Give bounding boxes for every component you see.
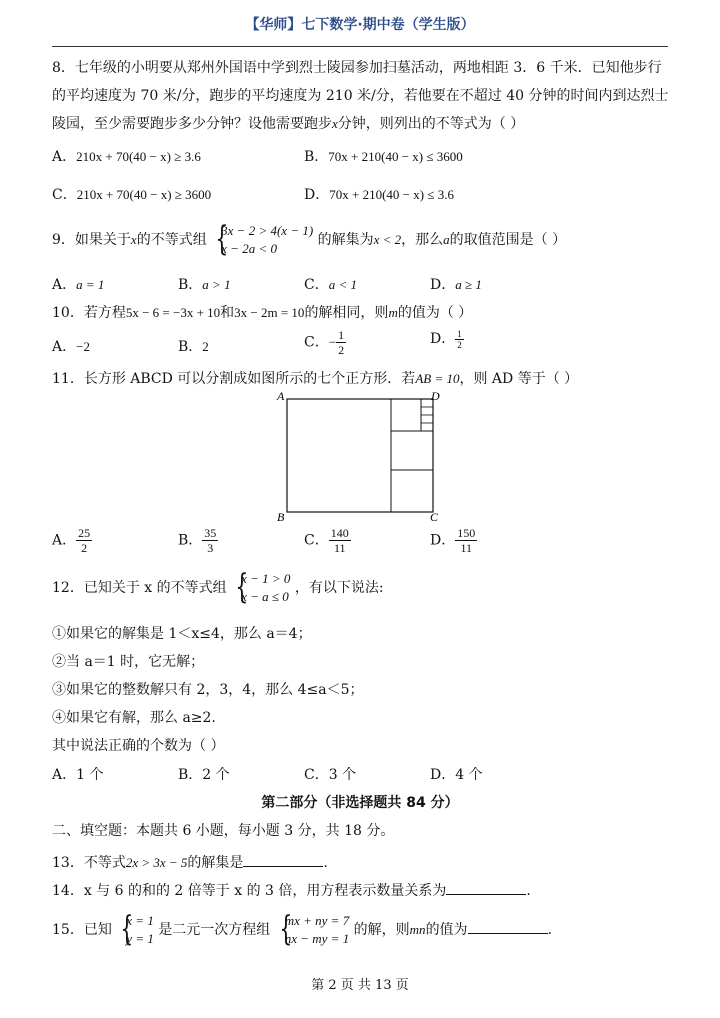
question-11: 11．长方形 ABCD 可以分割成如图所示的七个正方形．若AB = 10，则 AD 等于（ ） (52, 371, 579, 387)
q12-option-b[interactable]: B．2 个 (178, 767, 230, 783)
label-d: D (431, 389, 440, 403)
q11-option-d[interactable]: D． $\frac{150}{11}$ (430, 526, 476, 555)
question-9: 9．如果关于x的不等式组 { 3x − 2 > 4(x − 1) x − 2a < 0 的解集为x < 2，那么a的取值范围是（ ） (52, 219, 567, 259)
q9-inequality-system: { 3x − 2 > 4(x − 1) x − 2a < 0 (215, 219, 314, 259)
q11-option-c[interactable]: C． $\frac{140}{11}$ (304, 526, 349, 555)
q8-option-b[interactable]: B．70x + 210(40 − x) ≤ 3600 (304, 149, 463, 165)
question-12: 12．已知关于 x 的不等式组 { x − 1 > 0 x − a ≤ 0 ，有以下说法: (52, 567, 384, 607)
rectangle-abcd (287, 399, 433, 512)
q15-equation-system: { mx + ny = 7 nx − my = 1 (279, 909, 350, 949)
q12-statement-1: ①如果它的解集是 1＜x≤4，那么 a＝4； (52, 626, 312, 642)
q14-answer-blank[interactable] (446, 878, 526, 895)
q12-statement-4: ④如果它有解，那么 a≥2. (52, 710, 216, 726)
q15-solution: { x = 1 y = 1 (120, 909, 154, 949)
page-footer: 第 2 页 共 13 页 (311, 978, 409, 993)
question-10: 10．若方程5x − 6 = −3x + 10和3x − 2m = 10的解相同，则m的值为（ ） (52, 305, 473, 321)
q12-inequality-system: { x − 1 > 0 x − a ≤ 0 (235, 567, 291, 607)
question-14: 14．x 与 6 的和的 2 倍等于 x 的 3 倍，用方程表示数量关系为 . (52, 878, 531, 900)
q10-option-b[interactable]: B．2 (178, 339, 209, 355)
q10-option-a[interactable]: A．−2 (52, 339, 90, 355)
q11-option-a[interactable]: A． $\frac{25}{2}$ (52, 526, 91, 555)
question-15: 15．已知 { x = 1 y = 1 是二元一次方程组 { mx + ny = 7 nx − my = 1 的解，则mn的值为 . (52, 909, 553, 949)
section-title: 第二部分（非选择题共 84 分） (261, 795, 459, 811)
q12-option-d[interactable]: D．4 个 (430, 767, 483, 783)
q8-option-d[interactable]: D．70x + 210(40 − x) ≤ 3.6 (304, 187, 454, 203)
q12-option-a[interactable]: A．1 个 (52, 767, 104, 783)
q9-option-a[interactable]: A．a = 1 (52, 277, 105, 293)
q12-statement-3: ③如果它的整数解只有 2，3，4，那么 4≤a＜5； (52, 682, 364, 698)
q8-line-2: 的平均速度为 70 米/分，跑步的平均速度为 210 米/分，若他要在不超过 40 分钟的时间内到达烈士 (52, 88, 669, 104)
q13-answer-blank[interactable] (243, 850, 323, 867)
question-13: 13．不等式2x > 3x − 5的解集是 . (52, 850, 328, 872)
q12-option-c[interactable]: C．3 个 (304, 767, 357, 783)
q12-statement-2: ②当 a＝1 时，它无解； (52, 654, 205, 670)
header-divider (52, 46, 668, 47)
page-header: 【华师】七下数学·期中卷（学生版） (245, 17, 475, 33)
q12-question: 其中说法正确的个数为（ ） (52, 738, 225, 754)
q10-option-d[interactable]: D． $\frac{1}{2}$ (430, 328, 462, 350)
q10-option-c[interactable]: C．− $\frac{1}{2}$ (304, 328, 345, 357)
q8-line-1: 8．七年级的小明要从郑州外国语中学到烈士陵园参加扫墓活动，两地相距 3．6 千米．已知他步行 (52, 60, 662, 76)
label-a: A (277, 389, 285, 403)
q9-option-c[interactable]: C．a < 1 (304, 277, 357, 293)
q11-figure (274, 388, 452, 524)
q12-statements (52, 620, 672, 760)
q8-line-3: 陵园，至少需要跑步多少分钟？设他需要跑步x分钟，则列出的不等式为（ ） (52, 116, 525, 132)
q8-option-a[interactable]: A．210x + 70(40 − x) ≥ 3.6 (52, 149, 201, 165)
q9-option-b[interactable]: B．a > 1 (178, 277, 231, 293)
q9-option-d[interactable]: D．a ≥ 1 (430, 277, 482, 293)
q15-answer-blank[interactable] (468, 917, 548, 934)
fill-blank-instruction: 二、填空题：本题共 6 小题，每小题 3 分，共 18 分。 (52, 823, 395, 839)
q8-option-c[interactable]: C．210x + 70(40 − x) ≥ 3600 (52, 187, 212, 203)
label-c: C (430, 510, 439, 524)
label-b: B (277, 510, 285, 524)
question-8 (52, 54, 672, 138)
q11-option-b[interactable]: B． $\frac{35}{3}$ (178, 526, 217, 555)
